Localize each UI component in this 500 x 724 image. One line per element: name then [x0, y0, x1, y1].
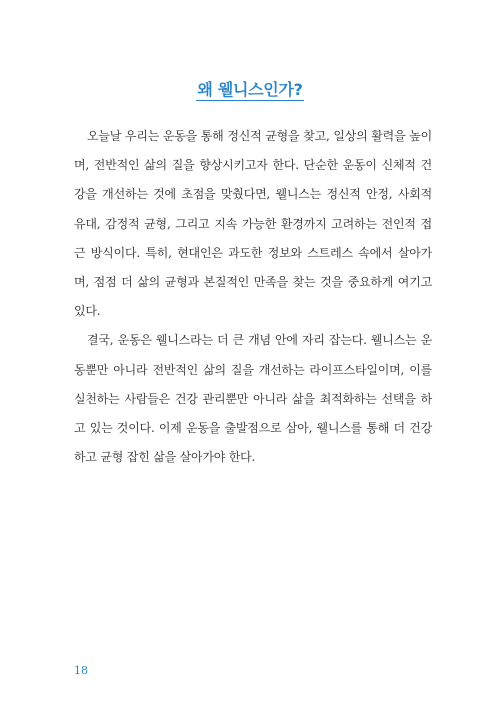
paragraph: 오늘날 우리는 운동을 통해 정신적 균형을 찾고, 일상의 활력을 높이며, 전반적인 삶의 질을 향상시키고자 한다. 단순한 운동이 신체적 건강을 개선하는 것에 초점을 맞췄다면, 웰니스는 정신적 안정, 사회적 유대, 감정적 균형, 그리고 지속 가능한 환경까지 고려하는 전인적 접근 방식이다. 특히, 현대인은 과도한 정보와 스트레스 속에서 살아가며, 점점 더 삶의 균형과 본질적인 만족을 찾는 것을 중요하게 여기고 있다.: [74, 129, 432, 319]
section-title: [0, 66, 500, 103]
section-title-text: 왜 웰니스인가?: [197, 80, 303, 99]
body-text: [74, 122, 432, 472]
paragraph: 결국, 운동은 웰니스라는 더 큰 개념 안에 자리 잡는다. 웰니스는 운동뿐만 아니라 전반적인 삶의 질을 개선하는 라이프스타일이며, 이를 실천하는 사람들은 건강 관리뿐만 아니라 삶을 최적화하는 선택을 하고 있는 것이다. 이제 운동을 출발점으로 삼아, 웰니스를 통해 더 건강하고 균형 잡힌 삶을 살아가야 한다.: [74, 333, 432, 465]
page-number: 18: [74, 664, 88, 677]
